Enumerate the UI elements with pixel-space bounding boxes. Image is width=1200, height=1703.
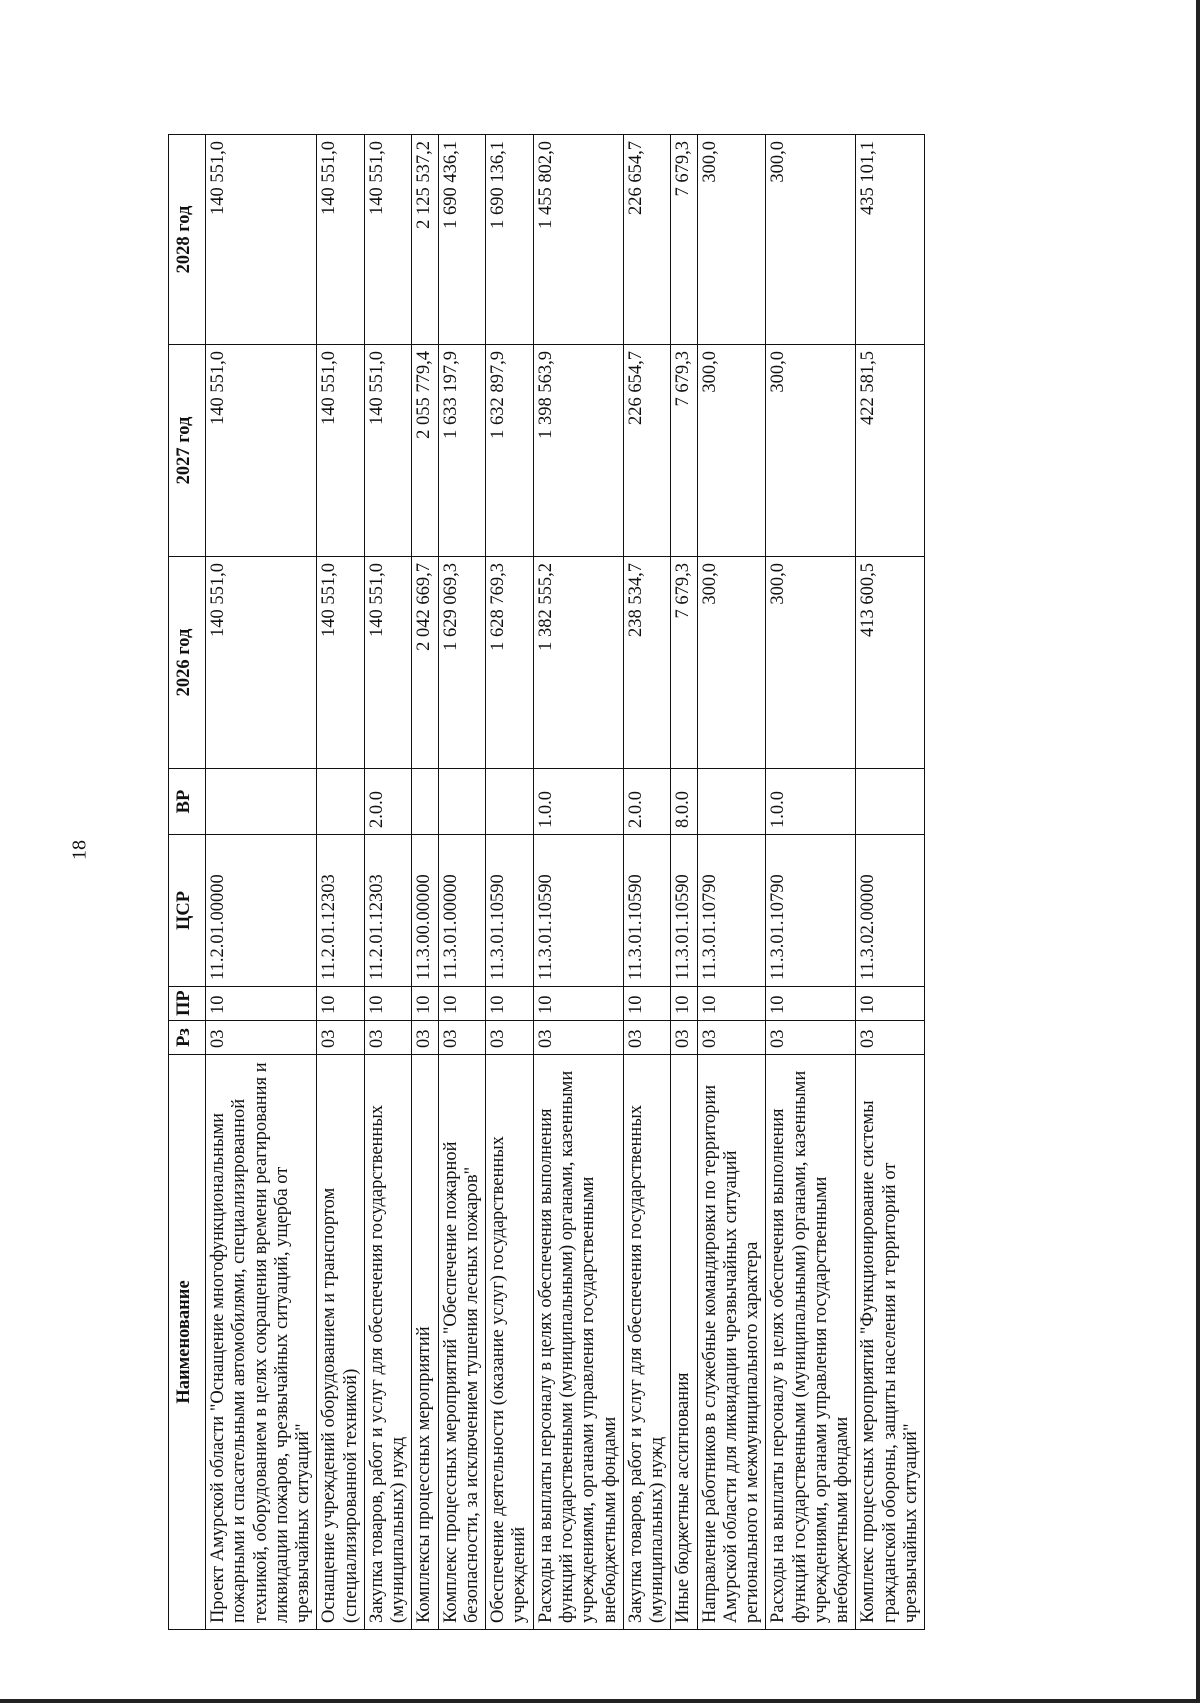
- scan-edge-bottom: [0, 1699, 1200, 1703]
- row-pr: 10: [206, 987, 317, 1021]
- row-rz: 03: [766, 1021, 856, 1055]
- row-vr: [438, 769, 486, 835]
- row-csr: 11.3.01.10790: [766, 835, 856, 987]
- row-2026: 300,0: [766, 557, 856, 769]
- header-pr: ПР: [169, 987, 206, 1021]
- row-csr: 11.3.02.00000: [856, 835, 925, 987]
- table-row: [766, 135, 856, 1630]
- row-2027: 300,0: [766, 345, 856, 557]
- row-name: Закупка товаров, работ и услуг для обеспечения государственных (муниципальных) нужд: [364, 1055, 412, 1630]
- row-pr: 10: [533, 987, 623, 1021]
- scan-edge-right: [1196, 0, 1200, 1703]
- row-vr: 1.0.0: [766, 769, 856, 835]
- row-2026: 7 679,3: [671, 557, 697, 769]
- row-csr: 11.3.01.10590: [486, 835, 534, 987]
- row-pr: 10: [438, 987, 486, 1021]
- table-row: [364, 135, 412, 1630]
- row-name: Проект Амурской области "Оснащение многофункциональными пожарными и спасательными автомобилями, специализированной техникой, оборудованием в целях сокращения времени реагирования и ликвидации пожаров, чрезвычайных ситуаций, ущерба от чрезвычайных ситуаций": [206, 1055, 317, 1630]
- row-rz: 03: [364, 1021, 412, 1055]
- table-row: [206, 135, 317, 1630]
- header-2028: 2028 год: [169, 135, 206, 345]
- row-rz: 03: [533, 1021, 623, 1055]
- row-vr: [412, 769, 438, 835]
- table-row: [412, 135, 438, 1630]
- row-name: Направление работников в служебные командировки по территории Амурской области для ликвидации чрезвычайных ситуаций регионального и межмуниципального характера: [697, 1055, 766, 1630]
- row-2027: 226 654,7: [623, 345, 671, 557]
- row-csr: 11.2.01.12303: [364, 835, 412, 987]
- budget-table: [168, 134, 925, 1630]
- table-row: [856, 135, 925, 1630]
- row-2026: 1 382 555,2: [533, 557, 623, 769]
- row-rz: 03: [486, 1021, 534, 1055]
- table-row: [697, 135, 766, 1630]
- row-2027: 7 679,3: [671, 345, 697, 557]
- row-vr: 8.0.0: [671, 769, 697, 835]
- row-vr: 2.0.0: [364, 769, 412, 835]
- row-2027: 422 581,5: [856, 345, 925, 557]
- row-2028: 140 551,0: [317, 135, 365, 345]
- row-vr: 2.0.0: [623, 769, 671, 835]
- row-2027: 140 551,0: [317, 345, 365, 557]
- row-csr: 11.3.01.10590: [533, 835, 623, 987]
- page-number: 18: [68, 840, 91, 860]
- row-2027: 300,0: [697, 345, 766, 557]
- table-row: [671, 135, 697, 1630]
- row-pr: 10: [317, 987, 365, 1021]
- row-name: Оснащение учреждений оборудованием и транспортом (специализированной техникой): [317, 1055, 365, 1630]
- header-name: Наименование: [169, 1055, 206, 1630]
- row-vr: [856, 769, 925, 835]
- row-csr: 11.3.01.10590: [623, 835, 671, 987]
- row-pr: 10: [364, 987, 412, 1021]
- row-name: Закупка товаров, работ и услуг для обеспечения государственных (муниципальных) нужд: [623, 1055, 671, 1630]
- row-2028: 140 551,0: [206, 135, 317, 345]
- header-csr: ЦСР: [169, 835, 206, 987]
- row-csr: 11.2.01.00000: [206, 835, 317, 987]
- row-2027: 1 632 897,9: [486, 345, 534, 557]
- row-rz: 03: [671, 1021, 697, 1055]
- row-name: Комплекс процессных мероприятий "Функционирование системы гражданской обороны, защиты населения и территорий от чрезвычайных ситуаций": [856, 1055, 925, 1630]
- row-rz: 03: [438, 1021, 486, 1055]
- row-2026: 140 551,0: [364, 557, 412, 769]
- row-rz: 03: [697, 1021, 766, 1055]
- table-row: [486, 135, 534, 1630]
- row-name: Расходы на выплаты персоналу в целях обеспечения выполнения функций государственными (муниципальными) органами, казенными учреждениями, органами управления государственными внебюджетными фондами: [766, 1055, 856, 1630]
- row-2028: 435 101,1: [856, 135, 925, 345]
- row-pr: 10: [697, 987, 766, 1021]
- row-pr: 10: [766, 987, 856, 1021]
- row-pr: 10: [671, 987, 697, 1021]
- row-name: Комплекс процессных мероприятий "Обеспечение пожарной безопасности, за исключением тушения лесных пожаров": [438, 1055, 486, 1630]
- table-header-row: [169, 135, 206, 1630]
- row-2028: 1 455 802,0: [533, 135, 623, 345]
- row-vr: [317, 769, 365, 835]
- row-pr: 10: [412, 987, 438, 1021]
- row-2028: 300,0: [697, 135, 766, 345]
- row-csr: 11.3.00.00000: [412, 835, 438, 987]
- row-2026: 140 551,0: [206, 557, 317, 769]
- row-csr: 11.3.01.00000: [438, 835, 486, 987]
- row-name: Расходы на выплаты персоналу в целях обеспечения выполнения функций государственными (муниципальными) органами, казенными учреждениями, органами управления государственными внебюджетными фондами: [533, 1055, 623, 1630]
- row-rz: 03: [317, 1021, 365, 1055]
- row-2027: 1 398 563,9: [533, 345, 623, 557]
- row-2028: 2 125 537,2: [412, 135, 438, 345]
- table-row: [533, 135, 623, 1630]
- row-2028: 1 690 136,1: [486, 135, 534, 345]
- row-2028: 226 654,7: [623, 135, 671, 345]
- row-2027: 140 551,0: [206, 345, 317, 557]
- row-2026: 238 534,7: [623, 557, 671, 769]
- row-pr: 10: [486, 987, 534, 1021]
- row-name: Иные бюджетные ассигнования: [671, 1055, 697, 1630]
- row-2028: 140 551,0: [364, 135, 412, 345]
- row-csr: 11.3.01.10590: [671, 835, 697, 987]
- table-row: [623, 135, 671, 1630]
- row-2026: 1 628 769,3: [486, 557, 534, 769]
- row-2028: 300,0: [766, 135, 856, 345]
- row-pr: 10: [856, 987, 925, 1021]
- row-2026: 300,0: [697, 557, 766, 769]
- table-row: [317, 135, 365, 1630]
- row-2026: 413 600,5: [856, 557, 925, 769]
- row-csr: 11.2.01.12303: [317, 835, 365, 987]
- row-rz: 03: [856, 1021, 925, 1055]
- row-2026: 2 042 669,7: [412, 557, 438, 769]
- header-2026: 2026 год: [169, 557, 206, 769]
- row-rz: 03: [412, 1021, 438, 1055]
- row-vr: 1.0.0: [533, 769, 623, 835]
- row-name: Обеспечение деятельности (оказание услуг) государственных учреждений: [486, 1055, 534, 1630]
- row-vr: [206, 769, 317, 835]
- row-2028: 7 679,3: [671, 135, 697, 345]
- row-pr: 10: [623, 987, 671, 1021]
- row-2027: 140 551,0: [364, 345, 412, 557]
- rotated-table-container: [168, 135, 1083, 1630]
- header-2027: 2027 год: [169, 345, 206, 557]
- row-csr: 11.3.01.10790: [697, 835, 766, 987]
- row-name: Комплексы процессных мероприятий: [412, 1055, 438, 1630]
- row-rz: 03: [623, 1021, 671, 1055]
- row-vr: [486, 769, 534, 835]
- row-2027: 1 633 197,9: [438, 345, 486, 557]
- row-2026: 140 551,0: [317, 557, 365, 769]
- row-vr: [697, 769, 766, 835]
- row-2027: 2 055 779,4: [412, 345, 438, 557]
- row-2028: 1 690 436,1: [438, 135, 486, 345]
- row-rz: 03: [206, 1021, 317, 1055]
- header-vr: ВР: [169, 769, 206, 835]
- table-row: [438, 135, 486, 1630]
- row-2026: 1 629 069,3: [438, 557, 486, 769]
- header-rz: Рз: [169, 1021, 206, 1055]
